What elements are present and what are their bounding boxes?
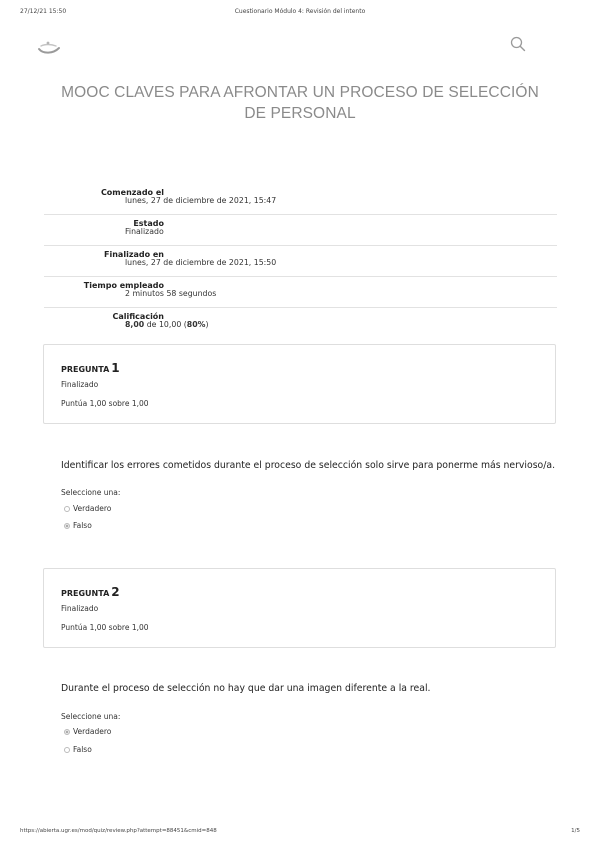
attempt-summary-table — [44, 184, 557, 338]
grade-score: 8,00 — [125, 320, 145, 329]
answer-option-label: Falso — [73, 745, 92, 754]
summary-row-time-taken — [44, 277, 557, 308]
summary-value: Finalizado — [125, 227, 164, 236]
summary-row-grade — [44, 308, 557, 338]
radio-button[interactable] — [64, 747, 70, 753]
summary-key: Tiempo empleado — [83, 281, 164, 290]
answer-option-label: Verdadero — [73, 504, 112, 513]
question-number — [61, 361, 120, 375]
question-label: PREGUNTA — [61, 365, 110, 374]
answer-option[interactable] — [64, 745, 92, 754]
answer-option[interactable] — [64, 727, 111, 736]
print-url: https://abierta.ugr.es/mod/quiz/review.php?attempt=88451&cmid=848 — [20, 828, 217, 834]
summary-value: 2 minutos 58 segundos — [125, 289, 217, 298]
question-info-card — [43, 344, 556, 424]
print-page-title: Cuestionario Módulo 4: Revisión del intento — [234, 8, 366, 15]
question-mark: Puntúa 1,00 sobre 1,00 — [61, 399, 149, 408]
question-state: Finalizado — [61, 380, 99, 389]
search-icon[interactable] — [510, 36, 526, 52]
summary-key: Estado — [133, 219, 164, 228]
question-info-card — [43, 568, 556, 648]
site-logo-icon[interactable] — [36, 38, 62, 58]
answer-prompt: Seleccione una: — [61, 712, 121, 721]
answer-option[interactable] — [64, 504, 111, 513]
summary-value: lunes, 27 de diciembre de 2021, 15:50 — [125, 258, 277, 267]
summary-row-started — [44, 184, 557, 215]
question-mark: Puntúa 1,00 sobre 1,00 — [61, 623, 149, 632]
print-timestamp: 27/12/21 15:50 — [20, 8, 67, 15]
radio-button-selected[interactable] — [64, 729, 70, 735]
grade-percent: 80% — [186, 320, 206, 329]
print-footer — [20, 828, 580, 836]
answer-option-label: Falso — [73, 521, 92, 530]
question-text: Durante el proceso de selección no hay que dar una imagen diferente a la real. — [61, 683, 431, 694]
summary-key: Comenzado el — [100, 188, 164, 197]
answer-option-label: Verdadero — [73, 727, 112, 736]
print-page-number: 1/5 — [571, 828, 580, 834]
answer-option[interactable] — [64, 521, 92, 530]
summary-key: Calificación — [112, 312, 164, 321]
radio-button[interactable] — [64, 506, 70, 512]
summary-value: lunes, 27 de diciembre de 2021, 15:47 — [125, 196, 277, 205]
radio-button-selected[interactable] — [64, 523, 70, 529]
summary-key: Finalizado en — [104, 250, 164, 259]
page-title: MOOC CLAVES PARA AFRONTAR UN PROCESO DE SELECCIÓN DE PERSONAL — [61, 84, 539, 122]
summary-row-state — [44, 215, 557, 246]
grade-value — [125, 320, 209, 329]
question-number-value: 1 — [111, 361, 120, 375]
answer-prompt: Seleccione una: — [61, 488, 121, 497]
grade-close: ) — [205, 320, 209, 329]
grade-max: de 10,00 ( — [144, 320, 187, 329]
question-number-value: 2 — [111, 585, 120, 599]
question-text: Identificar los errores cometidos durante el proceso de selección solo sirve para ponerme más nervioso/a. — [61, 460, 556, 471]
question-number — [61, 585, 120, 599]
question-label: PREGUNTA — [61, 589, 110, 598]
summary-row-finished — [44, 246, 557, 277]
print-header — [20, 8, 580, 18]
question-state: Finalizado — [61, 604, 99, 613]
